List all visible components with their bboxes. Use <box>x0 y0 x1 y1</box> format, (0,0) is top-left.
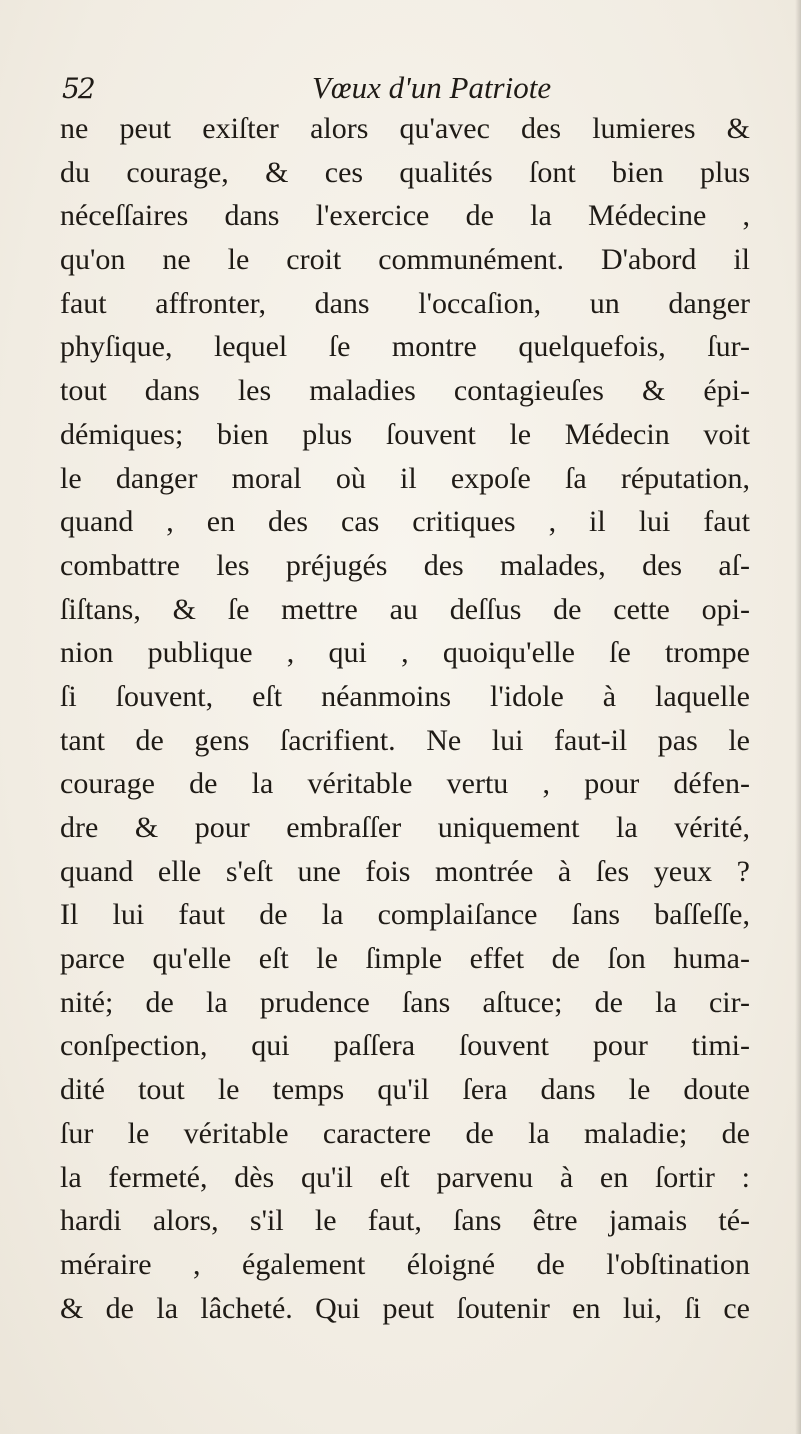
text-line: hardi alors, s'il le faut, ſans être jamais té- <box>60 1204 750 1238</box>
text-line: quand elle s'eſt une fois montrée à ſes yeux ? <box>60 854 750 888</box>
running-head <box>62 70 742 110</box>
text-line: parce qu'elle eſt le ſimple effet de ſon huma- <box>60 942 750 976</box>
text-line: ſi ſouvent, eſt néanmoins l'idole à laquelle <box>60 679 750 713</box>
text-line: démiques; bien plus ſouvent le Médecin voit <box>60 417 750 451</box>
text-line: quand , en des cas critiques , il lui faut <box>60 505 750 539</box>
running-title: Vœux d'un Patriote <box>312 70 552 105</box>
text-line: nion publique , qui , quoiqu'elle ſe trompe <box>60 636 750 670</box>
page-number: 52 <box>62 72 94 105</box>
text-line: dre & pour embraſſer uniquement la vérité, <box>60 811 750 844</box>
text-line: néceſſaires dans l'exercice de la Médecine , <box>60 199 750 233</box>
text-line: ne peut exiſter alors qu'avec des lumieres & <box>60 112 750 145</box>
text-line: courage de la véritable vertu , pour défen- <box>60 767 750 801</box>
text-line: phyſique, lequel ſe montre quelquefois, ſur- <box>60 330 750 364</box>
text-line: ſur le véritable caractere de la maladie; de <box>60 1116 750 1150</box>
text-line: tant de gens ſacrifient. Ne lui faut-il pas le <box>60 723 750 757</box>
text-line: faut affronter, dans l'occaſion, un danger <box>60 286 750 320</box>
text-line: & de la lâcheté. Qui peut ſoutenir en lui, ſi ce <box>60 1291 750 1325</box>
body-text <box>60 107 750 1330</box>
text-line: Il lui faut de la complaiſance ſans baſſeſſe, <box>60 898 750 932</box>
text-line: nité; de la prudence ſans aſtuce; de la cir- <box>60 985 750 1019</box>
text-line: méraire , également éloigné de l'obſtination <box>60 1247 750 1281</box>
text-line: dité tout le temps qu'il ſera dans le doute <box>60 1073 750 1107</box>
text-line: le danger moral où il expoſe ſa réputation, <box>60 461 750 495</box>
text-line: ſiſtans, & ſe mettre au deſſus de cette opi- <box>60 592 750 626</box>
page-edge-shadow <box>795 0 801 1434</box>
text-line: la fermeté, dès qu'il eſt parvenu à en ſortir : <box>60 1160 750 1194</box>
text-line: tout dans les maladies contagieuſes & épi- <box>60 374 750 408</box>
text-line: combattre les préjugés des malades, des aſ- <box>60 548 750 582</box>
text-line: conſpection, qui paſſera ſouvent pour timi- <box>60 1029 750 1063</box>
text-line: qu'on ne le croit communément. D'abord il <box>60 243 750 277</box>
text-line: du courage, & ces qualités ſont bien plus <box>60 155 750 189</box>
